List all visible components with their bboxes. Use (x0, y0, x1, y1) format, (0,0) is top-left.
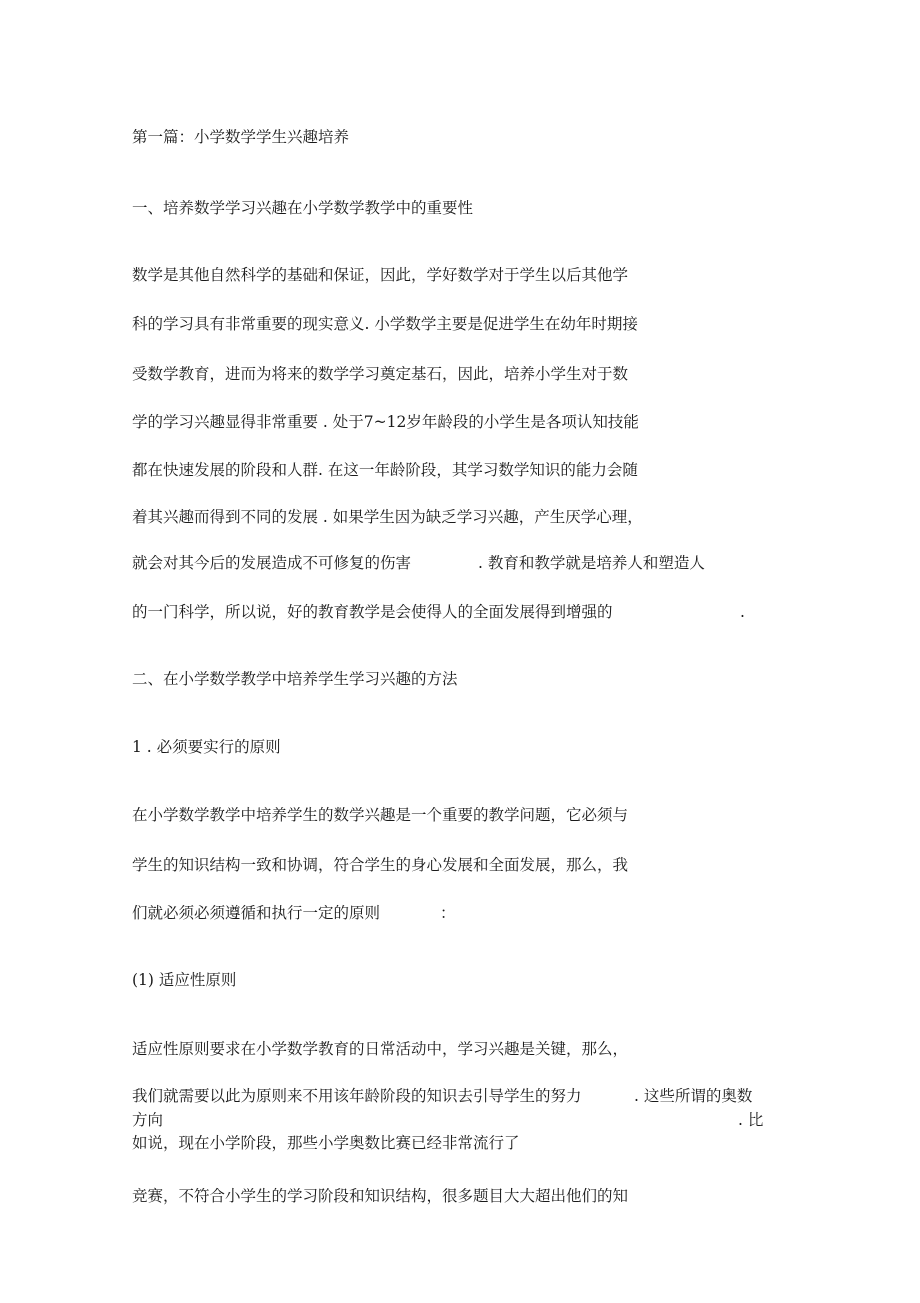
subsection-heading: 1 . 必须要实行的原则 (132, 738, 281, 756)
paragraph-line: 就会对其今后的发展造成不可修复的伤害 (132, 554, 412, 572)
paragraph-line: 在小学数学教学中培养学生的数学兴趣是一个重要的教学问题，它必须与 (132, 806, 629, 824)
paragraph-line-fragment: . (740, 603, 745, 621)
paragraph-line-fragment: . 这些所谓的奥数 (634, 1087, 753, 1105)
paragraph-line: 们就必须必须遵循和执行一定的原则 (132, 904, 381, 922)
paragraph-line: 受数学教育，进而为将来的数学学习奠定基石，因此，培养小学生对于数 (132, 365, 629, 383)
document-title: 第一篇：小学数学学生兴趣培养 (132, 128, 350, 146)
paragraph-line-fragment: ： (440, 904, 456, 922)
paragraph-line: 竞赛，不符合小学生的学习阶段和知识结构，很多题目大大超出他们的知 (132, 1187, 629, 1205)
paragraph-line: 科的学习具有非常重要的现实意义. 小学数学主要是促进学生在幼年时期接 (132, 315, 638, 333)
section-2-heading: 二、在小学数学教学中培养学生学习兴趣的方法 (132, 670, 458, 688)
paragraph-line: 方向 (132, 1111, 164, 1129)
paragraph-line: 着其兴趣而得到不同的发展 . 如果学生因为缺乏学习兴趣，产生厌学心理， (132, 508, 643, 526)
paragraph-line: 适应性原则要求在小学数学教育的日常活动中，学习兴趣是关键，那么， (132, 1040, 629, 1058)
paragraph-line-fragment: . 教育和教学就是培养人和塑造人 (478, 554, 705, 572)
paragraph-line: 的一门科学，所以说，好的教育教学是会使得人的全面发展得到增强的 (132, 603, 613, 621)
paragraph-line: 学的学习兴趣显得非常重要 . 处于7~12岁年龄段的小学生是各项认知技能 (132, 413, 639, 431)
paragraph-line: 如说，现在小学阶段，那些小学奥数比赛已经非常流行了 (132, 1134, 520, 1152)
section-1-heading: 一、培养数学学习兴趣在小学数学教学中的重要性 (132, 199, 474, 217)
paragraph-line-fragment: . 比 (738, 1111, 764, 1129)
paragraph-line: 学生的知识结构一致和协调，符合学生的身心发展和全面发展，那么，我 (132, 856, 629, 874)
paragraph-line: 我们就需要以此为原则来不用该年龄阶段的知识去引导学生的努力 (132, 1087, 582, 1105)
paragraph-line: 数学是其他自然科学的基础和保证，因此，学好数学对于学生以后其他学 (132, 266, 629, 284)
subsection-heading: (1) 适应性原则 (132, 971, 237, 989)
paragraph-line: 都在快速发展的阶段和人群. 在这一年龄阶段，其学习数学知识的能力会随 (132, 461, 638, 479)
